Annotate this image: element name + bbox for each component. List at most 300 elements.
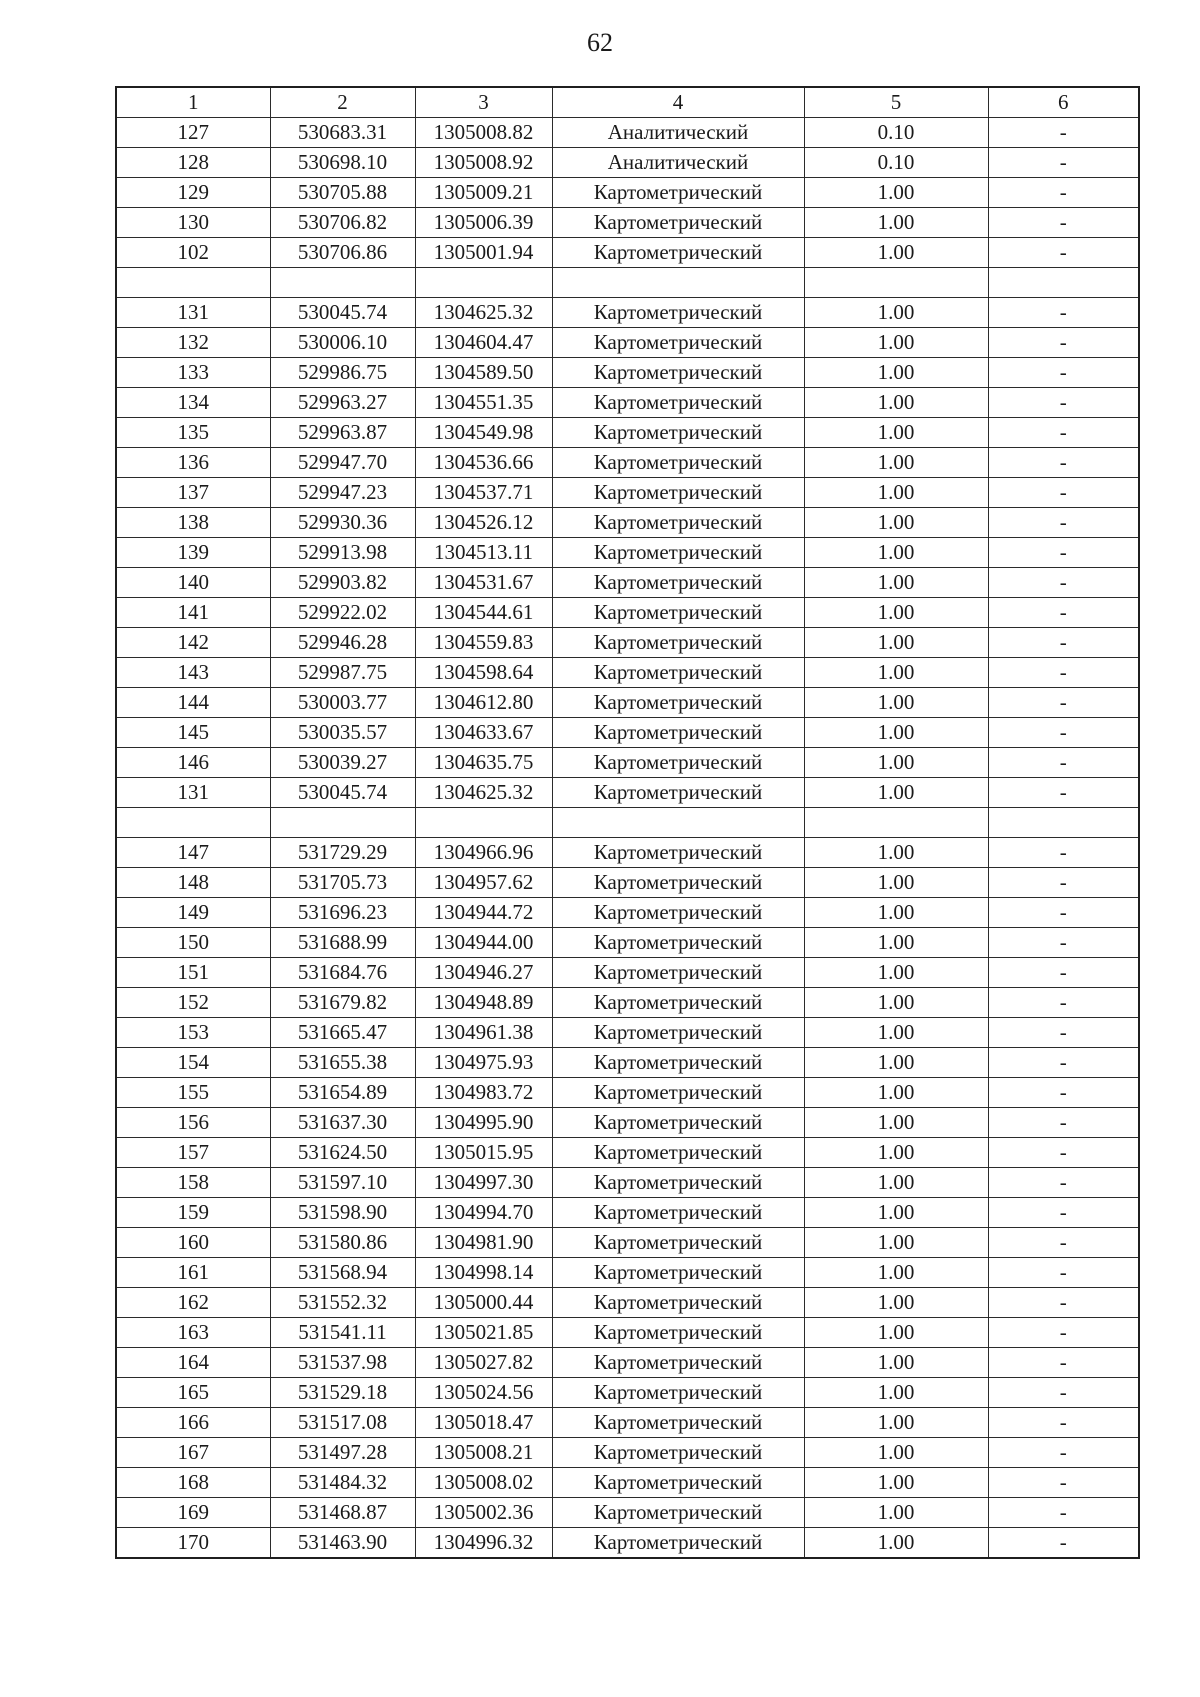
table-cell-col-4: Картометрический — [552, 1498, 804, 1528]
table-cell-col-5: 1.00 — [804, 628, 988, 658]
table-cell-col-5: 1.00 — [804, 1198, 988, 1228]
table-cell-col-1: 151 — [116, 958, 270, 988]
table-cell-col-6: - — [988, 1018, 1139, 1048]
table-cell-col-2: 531463.90 — [270, 1528, 415, 1559]
table-cell-col-5: 1.00 — [804, 868, 988, 898]
table-cell-col-6: - — [988, 1318, 1139, 1348]
table-row — [116, 508, 1139, 538]
table-cell-col-2: 530035.57 — [270, 718, 415, 748]
table-cell-col-1: 135 — [116, 418, 270, 448]
table-cell-col-4: Картометрический — [552, 328, 804, 358]
table-cell-col-3: 1304612.80 — [415, 688, 552, 718]
table-cell-col-1: 128 — [116, 148, 270, 178]
table-cell-col-3: 1304996.32 — [415, 1528, 552, 1559]
table-cell-col-1: 160 — [116, 1228, 270, 1258]
table-cell-col-2: 531679.82 — [270, 988, 415, 1018]
table-cell-col-5: 1.00 — [804, 898, 988, 928]
table-cell-col-2: 531517.08 — [270, 1408, 415, 1438]
table-row — [116, 1438, 1139, 1468]
table-cell-col-3: 1304625.32 — [415, 778, 552, 808]
table-cell-col-6: - — [988, 988, 1139, 1018]
table-row — [116, 538, 1139, 568]
table-cell-col-3: 1304635.75 — [415, 748, 552, 778]
table-cell-col-3: 1305006.39 — [415, 208, 552, 238]
table-cell-col-3: 1304961.38 — [415, 1018, 552, 1048]
table-cell-col-4 — [552, 268, 804, 298]
table-cell-col-1: 154 — [116, 1048, 270, 1078]
header-cell-2: 2 — [270, 87, 415, 118]
table-cell-col-3: 1304948.89 — [415, 988, 552, 1018]
table-cell-col-6: - — [988, 418, 1139, 448]
table-header — [116, 87, 1139, 118]
table-cell-col-2: 531624.50 — [270, 1138, 415, 1168]
table-cell-col-3: 1304549.98 — [415, 418, 552, 448]
table-cell-col-2: 529946.28 — [270, 628, 415, 658]
table-cell-col-1 — [116, 268, 270, 298]
table-cell-col-3: 1305009.21 — [415, 178, 552, 208]
table-cell-col-1: 140 — [116, 568, 270, 598]
table-cell-col-5: 1.00 — [804, 928, 988, 958]
table-cell-col-5: 1.00 — [804, 718, 988, 748]
table-cell-col-6: - — [988, 1258, 1139, 1288]
table-cell-col-6: - — [988, 628, 1139, 658]
table-cell-col-6: - — [988, 898, 1139, 928]
header-cell-5: 5 — [804, 87, 988, 118]
table-cell-col-2: 529922.02 — [270, 598, 415, 628]
table-cell-col-1: 141 — [116, 598, 270, 628]
table-cell-col-1: 167 — [116, 1438, 270, 1468]
table-row — [116, 448, 1139, 478]
table-row — [116, 1408, 1139, 1438]
table-cell-col-3: 1304983.72 — [415, 1078, 552, 1108]
table-cell-col-1: 157 — [116, 1138, 270, 1168]
table-row — [116, 1078, 1139, 1108]
table-cell-col-5: 1.00 — [804, 1078, 988, 1108]
table-cell-col-6: - — [988, 568, 1139, 598]
table-cell-col-4: Картометрический — [552, 898, 804, 928]
table-cell-col-2 — [270, 808, 415, 838]
table-cell-col-5: 1.00 — [804, 598, 988, 628]
table-row — [116, 808, 1139, 838]
table-cell-col-3: 1304513.11 — [415, 538, 552, 568]
table-cell-col-2: 531497.28 — [270, 1438, 415, 1468]
table-cell-col-6: - — [988, 1108, 1139, 1138]
table-cell-col-4: Картометрический — [552, 1408, 804, 1438]
table-cell-col-2: 531484.32 — [270, 1468, 415, 1498]
table-cell-col-2: 531568.94 — [270, 1258, 415, 1288]
table-cell-col-1: 138 — [116, 508, 270, 538]
table-cell-col-5: 0.10 — [804, 118, 988, 148]
table-cell-col-4: Картометрический — [552, 1228, 804, 1258]
table-row — [116, 748, 1139, 778]
table-row — [116, 1138, 1139, 1168]
table-cell-col-3: 1305001.94 — [415, 238, 552, 268]
table-cell-col-3: 1305008.02 — [415, 1468, 552, 1498]
table-cell-col-6: - — [988, 178, 1139, 208]
table-cell-col-3: 1305015.95 — [415, 1138, 552, 1168]
table-cell-col-6: - — [988, 928, 1139, 958]
table-cell-col-4: Картометрический — [552, 538, 804, 568]
table-cell-col-1: 143 — [116, 658, 270, 688]
table-row — [116, 1228, 1139, 1258]
table-row — [116, 178, 1139, 208]
table-cell-col-4: Картометрический — [552, 988, 804, 1018]
table-cell-col-2: 530706.86 — [270, 238, 415, 268]
table-cell-col-2: 531696.23 — [270, 898, 415, 928]
table-cell-col-3: 1304544.61 — [415, 598, 552, 628]
table-cell-col-4: Картометрический — [552, 1378, 804, 1408]
header-cell-4: 4 — [552, 87, 804, 118]
header-cell-3: 3 — [415, 87, 552, 118]
table-cell-col-1: 139 — [116, 538, 270, 568]
table-cell-col-4: Картометрический — [552, 868, 804, 898]
table-cell-col-5: 1.00 — [804, 1228, 988, 1258]
table-cell-col-5: 1.00 — [804, 1528, 988, 1559]
table-cell-col-6: - — [988, 1528, 1139, 1559]
table-cell-col-2: 529963.27 — [270, 388, 415, 418]
table-row — [116, 598, 1139, 628]
table-cell-col-6: - — [988, 1408, 1139, 1438]
table-cell-col-2: 531529.18 — [270, 1378, 415, 1408]
table-cell-col-2: 531684.76 — [270, 958, 415, 988]
table-cell-col-4: Картометрический — [552, 1168, 804, 1198]
table-cell-col-5: 1.00 — [804, 418, 988, 448]
table-row — [116, 208, 1139, 238]
table-cell-col-6: - — [988, 118, 1139, 148]
table-cell-col-2: 531541.11 — [270, 1318, 415, 1348]
table-row — [116, 328, 1139, 358]
table-cell-col-2: 531552.32 — [270, 1288, 415, 1318]
table-cell-col-5: 1.00 — [804, 958, 988, 988]
table-cell-col-3: 1305027.82 — [415, 1348, 552, 1378]
table-row — [116, 1108, 1139, 1138]
table-cell-col-2: 529947.23 — [270, 478, 415, 508]
table-cell-col-2: 529930.36 — [270, 508, 415, 538]
table-cell-col-4: Картометрический — [552, 1288, 804, 1318]
table-row — [116, 238, 1139, 268]
table-cell-col-3: 1304598.64 — [415, 658, 552, 688]
table-cell-col-3: 1304589.50 — [415, 358, 552, 388]
header-cell-1: 1 — [116, 87, 270, 118]
table-row — [116, 1318, 1139, 1348]
table-cell-col-4: Картометрический — [552, 448, 804, 478]
table-row — [116, 568, 1139, 598]
table-cell-col-4: Картометрический — [552, 688, 804, 718]
table-cell-col-4: Картометрический — [552, 1138, 804, 1168]
table-cell-col-4: Картометрический — [552, 418, 804, 448]
table-cell-col-5: 1.00 — [804, 1318, 988, 1348]
table-cell-col-4: Картометрический — [552, 1198, 804, 1228]
table-cell-col-1: 170 — [116, 1528, 270, 1559]
table-row — [116, 778, 1139, 808]
table-cell-col-2: 530003.77 — [270, 688, 415, 718]
table-row — [116, 268, 1139, 298]
table-cell-col-6: - — [988, 1438, 1139, 1468]
table-cell-col-5: 1.00 — [804, 1048, 988, 1078]
table-cell-col-1: 150 — [116, 928, 270, 958]
table-cell-col-6: - — [988, 328, 1139, 358]
table-cell-col-6: - — [988, 358, 1139, 388]
table-cell-col-2: 531665.47 — [270, 1018, 415, 1048]
table-cell-col-6: - — [988, 748, 1139, 778]
table-cell-col-4: Картометрический — [552, 478, 804, 508]
table-row — [116, 868, 1139, 898]
table-cell-col-6 — [988, 808, 1139, 838]
table-cell-col-2: 530706.82 — [270, 208, 415, 238]
table-cell-col-5: 1.00 — [804, 988, 988, 1018]
table-cell-col-2: 530698.10 — [270, 148, 415, 178]
table-cell-col-2: 530045.74 — [270, 778, 415, 808]
table-cell-col-6: - — [988, 778, 1139, 808]
table-cell-col-3: 1304633.67 — [415, 718, 552, 748]
table-cell-col-3: 1304551.35 — [415, 388, 552, 418]
table-cell-col-1: 165 — [116, 1378, 270, 1408]
table-cell-col-6: - — [988, 1228, 1139, 1258]
table-cell-col-5: 1.00 — [804, 238, 988, 268]
table-cell-col-2: 531688.99 — [270, 928, 415, 958]
table-cell-col-6: - — [988, 1048, 1139, 1078]
header-row — [116, 87, 1139, 118]
coordinates-table — [115, 86, 1140, 1559]
table-cell-col-1: 146 — [116, 748, 270, 778]
table-cell-col-3 — [415, 808, 552, 838]
table-row — [116, 838, 1139, 868]
table-row — [116, 988, 1139, 1018]
table-cell-col-6: - — [988, 508, 1139, 538]
table-cell-col-2: 531580.86 — [270, 1228, 415, 1258]
table-cell-col-6: - — [988, 1138, 1139, 1168]
table-body — [116, 118, 1139, 1559]
table-cell-col-6: - — [988, 688, 1139, 718]
table-cell-col-2: 531597.10 — [270, 1168, 415, 1198]
table-cell-col-6: - — [988, 238, 1139, 268]
table-cell-col-4: Картометрический — [552, 748, 804, 778]
table-row — [116, 958, 1139, 988]
table-cell-col-1: 166 — [116, 1408, 270, 1438]
table-cell-col-2: 530039.27 — [270, 748, 415, 778]
table-cell-col-3: 1304946.27 — [415, 958, 552, 988]
table-cell-col-2: 530006.10 — [270, 328, 415, 358]
table-cell-col-4: Картометрический — [552, 1018, 804, 1048]
table-cell-col-5: 1.00 — [804, 748, 988, 778]
table-cell-col-5: 1.00 — [804, 1468, 988, 1498]
table-cell-col-2: 529913.98 — [270, 538, 415, 568]
table-cell-col-2 — [270, 268, 415, 298]
table-cell-col-1: 131 — [116, 778, 270, 808]
table-cell-col-4: Картометрический — [552, 1078, 804, 1108]
table-cell-col-6: - — [988, 298, 1139, 328]
table-cell-col-5: 1.00 — [804, 838, 988, 868]
table-cell-col-3: 1304536.66 — [415, 448, 552, 478]
table-cell-col-1: 169 — [116, 1498, 270, 1528]
table-cell-col-6 — [988, 268, 1139, 298]
table-cell-col-5: 1.00 — [804, 658, 988, 688]
table-cell-col-6: - — [988, 478, 1139, 508]
table-cell-col-2: 529986.75 — [270, 358, 415, 388]
table-cell-col-6: - — [988, 1348, 1139, 1378]
table-row — [116, 1468, 1139, 1498]
table-cell-col-1: 142 — [116, 628, 270, 658]
header-cell-6: 6 — [988, 87, 1139, 118]
table-cell-col-6: - — [988, 1078, 1139, 1108]
table-cell-col-3: 1304994.70 — [415, 1198, 552, 1228]
table-row — [116, 118, 1139, 148]
table-cell-col-3: 1304998.14 — [415, 1258, 552, 1288]
table-row — [116, 688, 1139, 718]
table-cell-col-2: 529963.87 — [270, 418, 415, 448]
table-cell-col-3: 1304995.90 — [415, 1108, 552, 1138]
table-cell-col-1: 163 — [116, 1318, 270, 1348]
table-cell-col-1: 155 — [116, 1078, 270, 1108]
table-cell-col-1: 168 — [116, 1468, 270, 1498]
table-row — [116, 418, 1139, 448]
table-cell-col-2: 530705.88 — [270, 178, 415, 208]
table-row — [116, 1288, 1139, 1318]
table-row — [116, 148, 1139, 178]
table-cell-col-4: Картометрический — [552, 298, 804, 328]
table-cell-col-4: Картометрический — [552, 1258, 804, 1288]
table-cell-col-5: 1.00 — [804, 538, 988, 568]
table-cell-col-6: - — [988, 838, 1139, 868]
table-cell-col-4: Картометрический — [552, 958, 804, 988]
table-cell-col-3: 1304944.00 — [415, 928, 552, 958]
table-row — [116, 298, 1139, 328]
table-cell-col-5: 1.00 — [804, 1288, 988, 1318]
table-cell-col-3: 1304997.30 — [415, 1168, 552, 1198]
table-cell-col-1: 137 — [116, 478, 270, 508]
table-cell-col-6: - — [988, 718, 1139, 748]
table-row — [116, 1258, 1139, 1288]
table-cell-col-6: - — [988, 1198, 1139, 1228]
table-cell-col-1: 102 — [116, 238, 270, 268]
table-cell-col-1: 131 — [116, 298, 270, 328]
table-cell-col-6: - — [988, 868, 1139, 898]
table-row — [116, 1018, 1139, 1048]
table-cell-col-4: Картометрический — [552, 1468, 804, 1498]
table-cell-col-6: - — [988, 658, 1139, 688]
table-cell-col-2: 529903.82 — [270, 568, 415, 598]
table-cell-col-5: 1.00 — [804, 358, 988, 388]
table-cell-col-1: 147 — [116, 838, 270, 868]
table-cell-col-4: Картометрический — [552, 1528, 804, 1559]
table-cell-col-4: Картометрический — [552, 658, 804, 688]
table-cell-col-1: 129 — [116, 178, 270, 208]
table-cell-col-1: 159 — [116, 1198, 270, 1228]
table-cell-col-1: 156 — [116, 1108, 270, 1138]
table-cell-col-5: 1.00 — [804, 1408, 988, 1438]
table-cell-col-5: 1.00 — [804, 688, 988, 718]
table-cell-col-6: - — [988, 538, 1139, 568]
table-row — [116, 928, 1139, 958]
table-cell-col-3: 1304944.72 — [415, 898, 552, 928]
table-cell-col-3: 1304604.47 — [415, 328, 552, 358]
table-cell-col-6: - — [988, 598, 1139, 628]
table-cell-col-6: - — [988, 1378, 1139, 1408]
table-cell-col-4: Аналитический — [552, 118, 804, 148]
table-cell-col-5: 1.00 — [804, 298, 988, 328]
table-cell-col-5: 1.00 — [804, 1018, 988, 1048]
table-cell-col-1: 152 — [116, 988, 270, 1018]
table-cell-col-6: - — [988, 148, 1139, 178]
table-cell-col-5: 1.00 — [804, 508, 988, 538]
table-cell-col-5: 1.00 — [804, 388, 988, 418]
table-cell-col-6: - — [988, 958, 1139, 988]
table-row — [116, 1198, 1139, 1228]
table-cell-col-2: 531729.29 — [270, 838, 415, 868]
table-cell-col-3: 1304981.90 — [415, 1228, 552, 1258]
table-cell-col-2: 530045.74 — [270, 298, 415, 328]
table-row — [116, 1498, 1139, 1528]
table-row — [116, 898, 1139, 928]
table-cell-col-3: 1304526.12 — [415, 508, 552, 538]
table-cell-col-6: - — [988, 448, 1139, 478]
table-cell-col-5: 1.00 — [804, 778, 988, 808]
table-cell-col-1: 132 — [116, 328, 270, 358]
table-cell-col-2: 531637.30 — [270, 1108, 415, 1138]
table-row — [116, 1348, 1139, 1378]
table-cell-col-5: 1.00 — [804, 208, 988, 238]
table-cell-col-1: 134 — [116, 388, 270, 418]
table-cell-col-4: Картометрический — [552, 358, 804, 388]
table-cell-col-3: 1305008.21 — [415, 1438, 552, 1468]
table-cell-col-2: 529987.75 — [270, 658, 415, 688]
table-cell-col-2: 531655.38 — [270, 1048, 415, 1078]
table-cell-col-1: 161 — [116, 1258, 270, 1288]
table-row — [116, 388, 1139, 418]
table-cell-col-1: 148 — [116, 868, 270, 898]
table-cell-col-1: 127 — [116, 118, 270, 148]
table-cell-col-3: 1304975.93 — [415, 1048, 552, 1078]
table-cell-col-6: - — [988, 208, 1139, 238]
table-row — [116, 478, 1139, 508]
table-cell-col-5: 1.00 — [804, 478, 988, 508]
table-cell-col-3: 1305024.56 — [415, 1378, 552, 1408]
table-cell-col-4: Картометрический — [552, 1348, 804, 1378]
table-cell-col-5: 1.00 — [804, 178, 988, 208]
table-cell-col-5: 1.00 — [804, 448, 988, 478]
table-cell-col-1 — [116, 808, 270, 838]
table-cell-col-3: 1305000.44 — [415, 1288, 552, 1318]
table-cell-col-4: Картометрический — [552, 568, 804, 598]
table-cell-col-1: 158 — [116, 1168, 270, 1198]
table-cell-col-4: Картометрический — [552, 1438, 804, 1468]
table-cell-col-4: Картометрический — [552, 208, 804, 238]
table-cell-col-5: 1.00 — [804, 1348, 988, 1378]
table-cell-col-4: Картометрический — [552, 628, 804, 658]
table-cell-col-3: 1305008.92 — [415, 148, 552, 178]
table-cell-col-5: 1.00 — [804, 1258, 988, 1288]
table-cell-col-4: Картометрический — [552, 1108, 804, 1138]
table-row — [116, 628, 1139, 658]
table-cell-col-3: 1304625.32 — [415, 298, 552, 328]
table-cell-col-4: Картометрический — [552, 238, 804, 268]
table-cell-col-3: 1305018.47 — [415, 1408, 552, 1438]
table-cell-col-1: 162 — [116, 1288, 270, 1318]
table-cell-col-4: Картометрический — [552, 598, 804, 628]
table-cell-col-2: 529947.70 — [270, 448, 415, 478]
table-cell-col-6: - — [988, 1498, 1139, 1528]
table-cell-col-6: - — [988, 1468, 1139, 1498]
table-row — [116, 1528, 1139, 1559]
table-cell-col-1: 145 — [116, 718, 270, 748]
table-cell-col-5: 1.00 — [804, 1168, 988, 1198]
table-cell-col-4: Картометрический — [552, 718, 804, 748]
table-cell-col-1: 136 — [116, 448, 270, 478]
table-cell-col-4: Картометрический — [552, 508, 804, 538]
table-cell-col-5: 1.00 — [804, 328, 988, 358]
table-row — [116, 358, 1139, 388]
table-cell-col-5: 1.00 — [804, 1108, 988, 1138]
